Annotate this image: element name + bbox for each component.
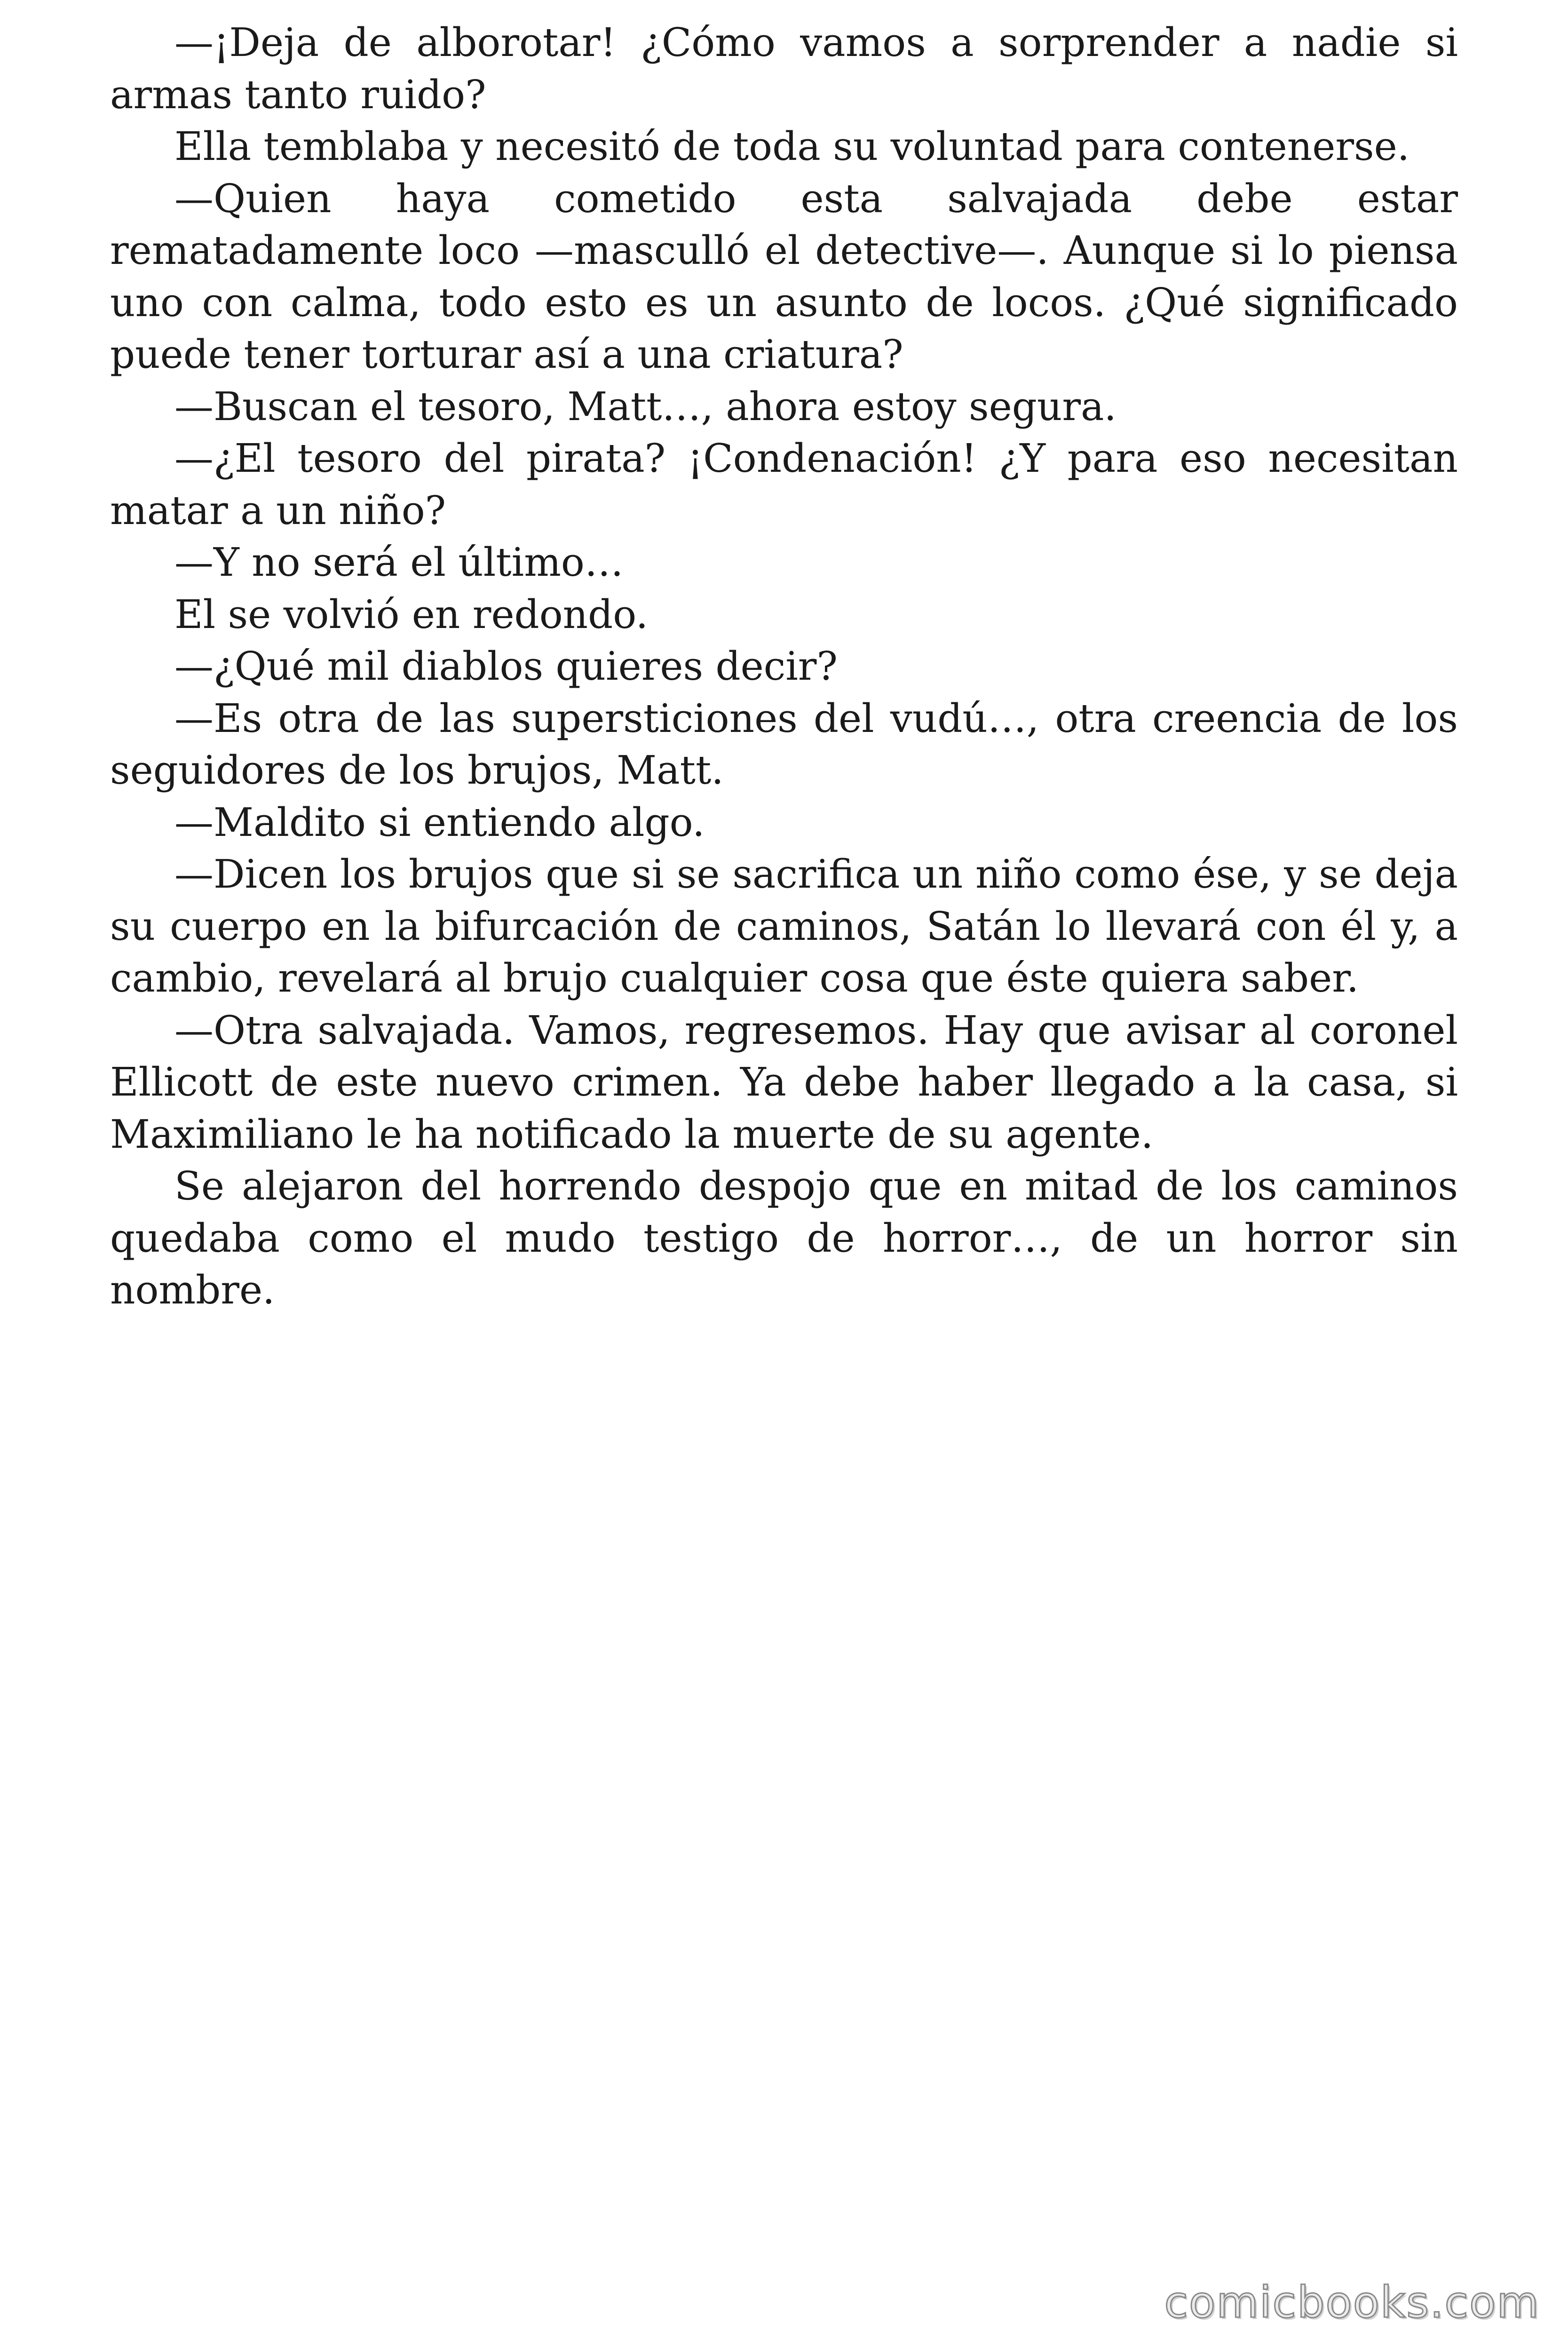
paragraph: —Otra salvajada. Vamos, regresemos. Hay que avisar al coronel Ellicott de este nuevo crimen. Ya debe haber llegado a la casa, si Maximiliano le ha notificado la muerte de su agente.	[110, 1007, 1458, 1157]
paragraph: Se alejaron del horrendo despojo que en mitad de los caminos quedaba como el mudo testigo de horror…, de un horror sin nombre.	[110, 1163, 1458, 1313]
watermark-logo: comicbooks.com	[1164, 2277, 1540, 2328]
paragraph: —¿El tesoro del pirata? ¡Condenación! ¿Y para eso necesitan matar a un niño?	[110, 436, 1458, 533]
page-body	[110, 17, 1458, 1317]
paragraph: —¡Deja de alborotar! ¿Cómo vamos a sorprender a nadie si armas tanto ruido?	[110, 20, 1458, 118]
paragraph: —Buscan el tesoro, Matt…, ahora estoy segura.	[174, 383, 1117, 429]
paragraph: —Maldito si entiendo algo.	[174, 799, 705, 845]
paragraph: —¿Qué mil diablos quieres decir?	[174, 644, 838, 689]
paragraph: —Dicen los brujos que si se sacrifica un niño como ése, y se deja su cuerpo en la bifurcación de caminos, Satán lo llevará con él y, a cambio, revelará al brujo cualquier cosa que éste quiera saber.	[110, 851, 1458, 1001]
paragraph: —Es otra de las supersticiones del vudú…, otra creencia de los seguidores de los brujos, Matt.	[110, 695, 1458, 793]
paragraph: Ella temblaba y necesitó de toda su voluntad para contenerse.	[174, 124, 1410, 169]
paragraph: El se volvió en redondo.	[174, 591, 649, 637]
paragraph: —Y no será el último…	[174, 540, 624, 585]
paragraph: —Quien haya cometido esta salvajada debe estar rematadamente loco —masculló el detective—. Aunque si lo piensa uno con calma, todo esto es un asunto de locos. ¿Qué significado puede tener torturar así a una criatura?	[110, 175, 1458, 377]
